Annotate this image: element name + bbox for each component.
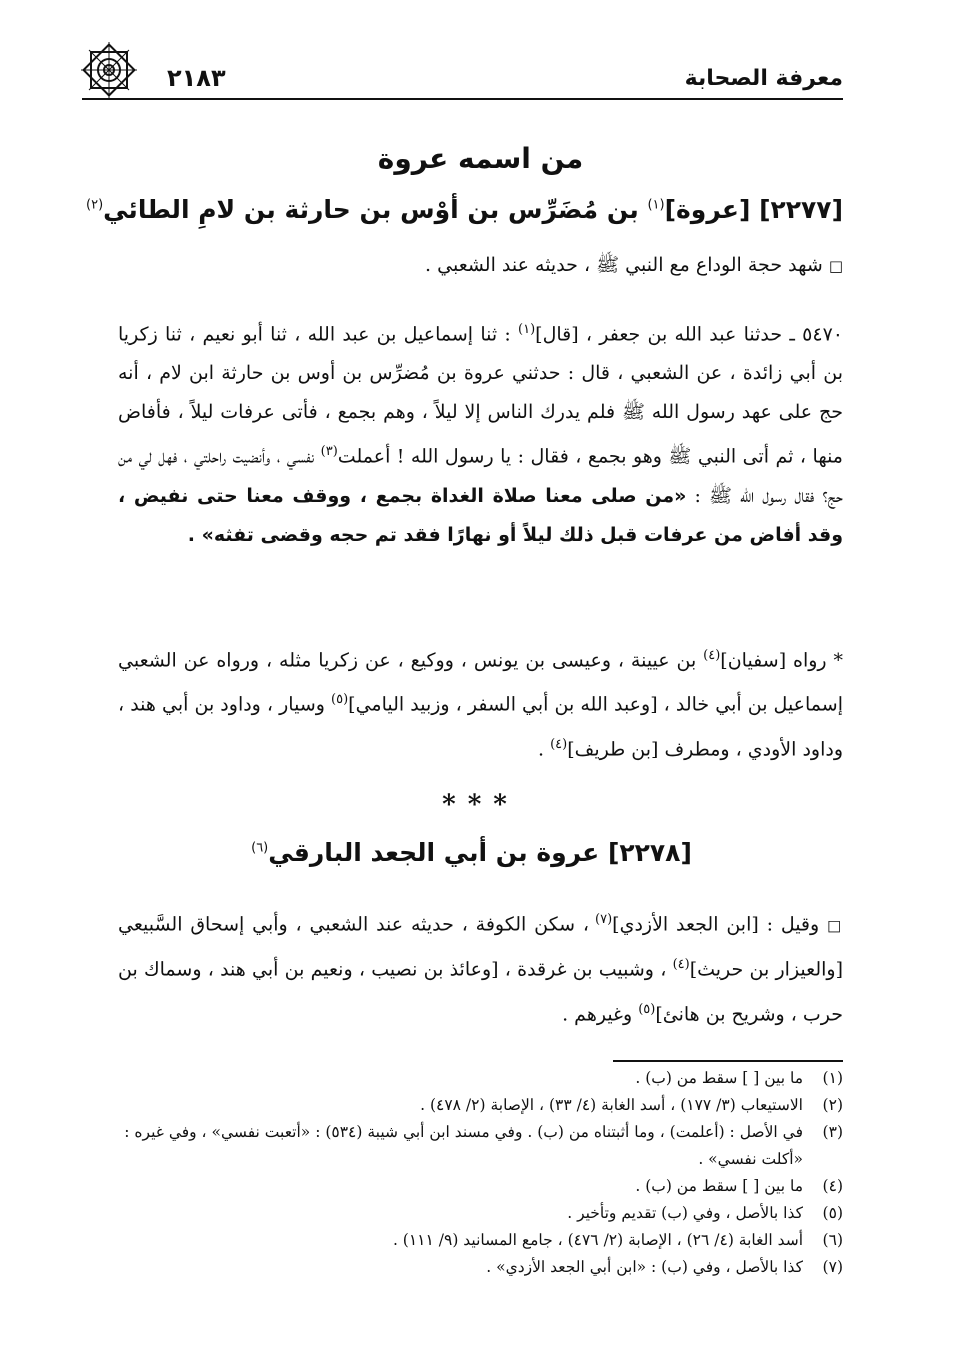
square-bullet-icon: □ xyxy=(828,257,843,275)
entry-number: [٢٢٧٧] [عروة] xyxy=(664,195,843,224)
running-header xyxy=(82,58,843,100)
riwaya-text: وسيار ، وداود بن أبي هند ، وداود الأودي ، ومطرف [بن طريف] xyxy=(118,693,843,760)
footnote-divider xyxy=(613,1060,843,1062)
footnote-ref: (٤) xyxy=(672,957,690,973)
footnote: (٤) ما بين [ ] سقط من (ب) . xyxy=(635,1177,843,1195)
hadith-text: ٥٤٧٠ ـ حدثنا عبد الله بن جعفر ، [قال] xyxy=(535,323,843,346)
entry-name: [٢٢٧٨] عروة بن أبي الجعد البارقي xyxy=(268,838,692,867)
entry-text: وقيل : [ابن الجعد الأزدي] xyxy=(612,913,820,936)
footnote-ref: (٢) xyxy=(86,197,104,213)
footnote-ref: (٥) xyxy=(638,1001,656,1017)
footnote-ref: (٧) xyxy=(595,912,613,927)
square-bullet-icon: □ xyxy=(827,916,843,935)
entry-intro-2277 xyxy=(118,246,843,286)
footnote-ref: (٣) xyxy=(320,444,338,460)
riwaya-text: * رواه [سفيان] xyxy=(720,649,843,672)
entry-name: بن مُضَرِّس بن أوْس بن حارثة بن لامِ الطائي xyxy=(103,195,648,224)
entry-text: وغيرهم . xyxy=(562,1002,639,1025)
riwaya-paragraph xyxy=(118,636,843,769)
footnote-ref: (١) xyxy=(518,322,536,337)
footnote-ref: (٥) xyxy=(331,692,349,708)
page-number: ٢١٨٣ xyxy=(167,64,226,92)
hadith-text: نفسي ، وأنضيت راحلتي ، فهل لي من حج؟ فقال رسول الله ﷺ : xyxy=(118,445,843,507)
footnote: (٣) في الأصل : (أعلمت) ، وما أثبتناه من (ب) . وفي مسند ابن أبي شيبة (٥٣٤) : «أتعبت نفسي» ، وفي غيره : «أكلت نفسي» . xyxy=(124,1123,843,1168)
footnote: (٢) الاستيعاب (٣/ ١٧٧) ، أسد الغابة (٤/ ٣٣) ، الإصابة (٢/ ٤٧٨) . xyxy=(420,1096,843,1114)
entry-heading-2278 xyxy=(100,838,843,867)
entry-text: ، وشبيب بن غرقدة ، [وعائذ بن نصيب ، ونعيم بن أبي هند ، وسماك بن حرب ، وشريح بن هانئ] xyxy=(118,958,843,1025)
entry-heading-2277 xyxy=(86,195,843,224)
footnote-ref: (٤) xyxy=(703,648,721,663)
book-title: معرفة الصحابة xyxy=(684,66,843,91)
section-separator: *** xyxy=(442,790,519,820)
intro-text: شهد حجة الوداع مع النبي ﷺ ، حديثه عند الشعبي . xyxy=(425,254,823,276)
footnote-ref: (٦) xyxy=(251,840,269,856)
hadith-text: : ثنا إسماعيل بن عبد الله ، ثنا أبو نعيم ، ثنا زكريا بن أبي زائدة ، عن الشعبي ، قال : حدثني عروة بن مُضرِّس بن أوس بن حارثة ابن لام ، أنه حج على عهد رسول الله ﷺ فلم يدرك الناس إلا ليلاً ، وهم بجمع ، فأتى عرفات ليلاً ، فأفاض منها ، ثم أتى النبي ﷺ وهو بجمع ، فقال : يا رسول الله ! أعملت xyxy=(118,323,843,468)
footnote: (٥) كذا بالأصل ، وفي (ب) تقديم وتأخير . xyxy=(567,1204,843,1222)
hadith-5470 xyxy=(118,310,843,555)
footnotes-list xyxy=(118,1065,843,1281)
section-heading: من اسمه عروة xyxy=(377,142,584,175)
prophetic-saying: «من صلى معنا صلاة الغداة بجمع ، ووقف معنا حتى نفيض ، وقد أفاض من عرفات قبل ذلك ليلاً أو نهارًا فقد تم حجه وقضى تفثه» . xyxy=(118,484,843,546)
entry-text: ، سكن الكوفة ، حديثه عند الشعبي ، وأبي إسحاق السَّبيعي [والعيزار بن حريث] xyxy=(118,913,843,981)
footnote-ref: (٤) xyxy=(550,736,568,752)
footnote-ref: (١) xyxy=(647,197,665,213)
star-ornament-icon xyxy=(77,38,141,102)
entry-text-2278 xyxy=(118,900,843,1034)
riwaya-text: بن عيينة ، وعيسى بن يونس ، ووكيع ، عن زكريا مثله ، ورواه عن الشعبي إسماعيل بن أبي خالد ، [وعبد الله بن أبي السفر ، وزبيد اليامي] xyxy=(118,649,843,716)
footnote: (٦) أسد الغابة (٤/ ٢٦) ، الإصابة (٢/ ٤٧٦) ، جامع المسانيد (٩/ ١١١) . xyxy=(392,1231,843,1249)
riwaya-text: . xyxy=(538,737,551,760)
footnote: (٧) كذا بالأصل ، وفي (ب) : «ابن أبي الجعد الأزدي» . xyxy=(486,1258,843,1276)
footnote: (١) ما بين [ ] سقط من (ب) . xyxy=(635,1069,843,1087)
